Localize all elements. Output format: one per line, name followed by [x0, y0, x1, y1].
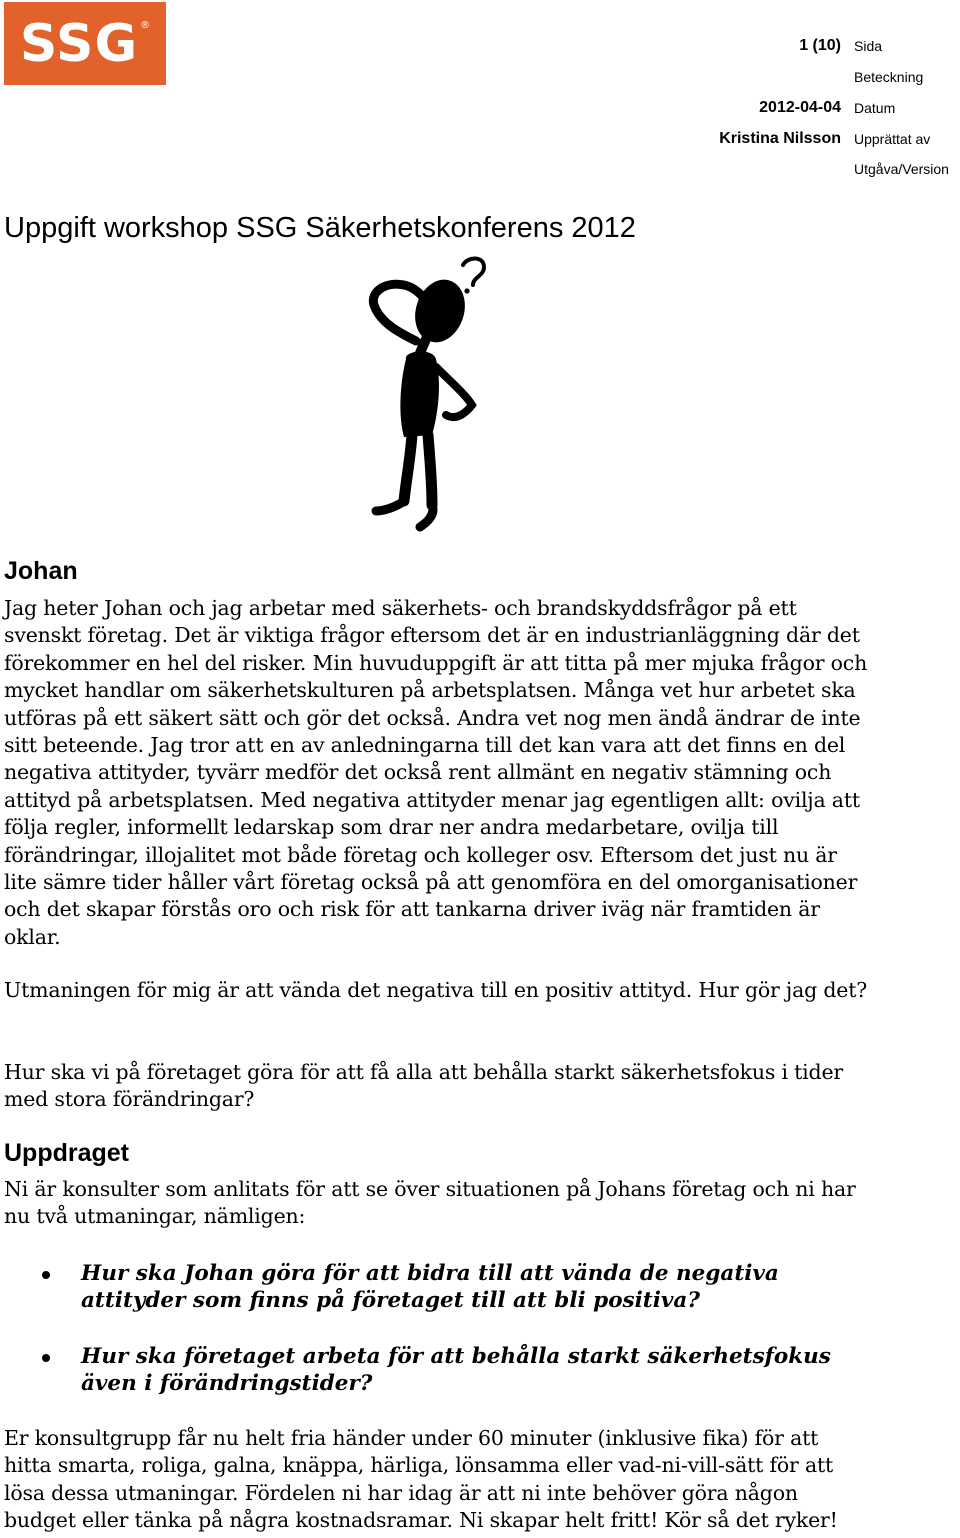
meta-row-date [0, 99, 960, 129]
document-title: Uppgift workshop SSG Säkerhetskonferens 2012 [4, 212, 636, 244]
meta-row-page [0, 37, 960, 67]
challenge-text: Hur ska Johan göra för att bidra till att vända de negativa attityder som finns på företaget till att bli positiva? [81, 1261, 779, 1314]
meta-label: Upprättat av [854, 131, 931, 147]
meta-row-author [0, 130, 960, 160]
meta-label: Datum [854, 100, 896, 116]
bullet-icon [42, 1354, 50, 1362]
meta-row-version [0, 160, 960, 190]
challenge-list [0, 1260, 900, 1398]
logo-registered-mark: ® [140, 20, 151, 31]
meta-label: Beteckning [854, 69, 924, 85]
challenge-text: Hur ska företaget arbeta för att behålla starkt säkerhetsfokus även i förändringstider? [81, 1344, 831, 1397]
meta-label: Utgåva/Version [854, 161, 949, 177]
section-heading-johan: Johan [4, 557, 78, 585]
uppdraget-intro: Ni är konsulter som anlitats för att se över situationen på Johans företag och ni har nu två utmaningar, nämligen: [4, 1177, 856, 1229]
meta-value: 1 (10) [799, 37, 841, 54]
thinking-person-icon [360, 255, 490, 535]
johan-paragraph: Utmaningen för mig är att vända det negativa till en positiv attityd. Hur gör jag det? [4, 978, 868, 1002]
meta-row-designation [0, 68, 960, 98]
document-metadata [0, 0, 960, 190]
list-item [0, 1343, 900, 1398]
section-heading-uppdraget: Uppdraget [4, 1139, 129, 1167]
logo-text: SSG [19, 13, 139, 74]
meta-value: Kristina Nilsson [719, 130, 841, 147]
meta-label: Sida [854, 38, 883, 54]
johan-paragraph: Jag heter Johan och jag arbetar med säkerhets- och brandskyddsfrågor på ett svenskt företag. Det är viktiga frågor eftersom det är en industrianläggning där det förekommer en hel del risker. Min huvuduppgift är att titta på mer mjuka frågor och mycket handlar om säkerhetskulturen på arbetsplatsen. Många vet hur arbetet ska utföras på ett säkert sätt och gör det också. Andra vet nog men ändå ändrar de inte sitt beteende. Jag tror att en av anledningarna till det kan vara att det finns en del negativa attityder, tyvärr medför det också rent allmänt en negativ stämning och attityd på arbetsplatsen. Med negativa attityder menar jag egentligen allt: ovilja att följa regler, informellt ledarskap som drar ner andra medarbetare, ovilja till förändringar, illojalitet mot både företag och kolleger osv. Eftersom det just nu är lite sämre tider håller vårt företag också på att genomföra en del omorganisationer och det skapar förstås oro och risk för att tankarna driver iväg när framtiden är oklar. [4, 596, 868, 949]
uppdraget-closing: Er konsultgrupp får nu helt fria händer under 60 minuter (inklusive fika) för att hitta smarta, roliga, galna, knäppa, härliga, lönsamma eller vad-ni-vill-sätt för att lösa dessa utmaningar. Fördelen ni har idag är att ni inte behöver göra någon budget eller tänka på några kostnadsramar. Ni skapar helt fritt! Kör så det ryker! [4, 1426, 838, 1533]
list-item [0, 1260, 900, 1343]
johan-paragraph: Hur ska vi på företaget göra för att få alla att behålla starkt säkerhetsfokus i tider med stora förändringar? [4, 1060, 843, 1112]
bullet-icon [42, 1271, 50, 1279]
meta-value: 2012-04-04 [759, 99, 841, 116]
